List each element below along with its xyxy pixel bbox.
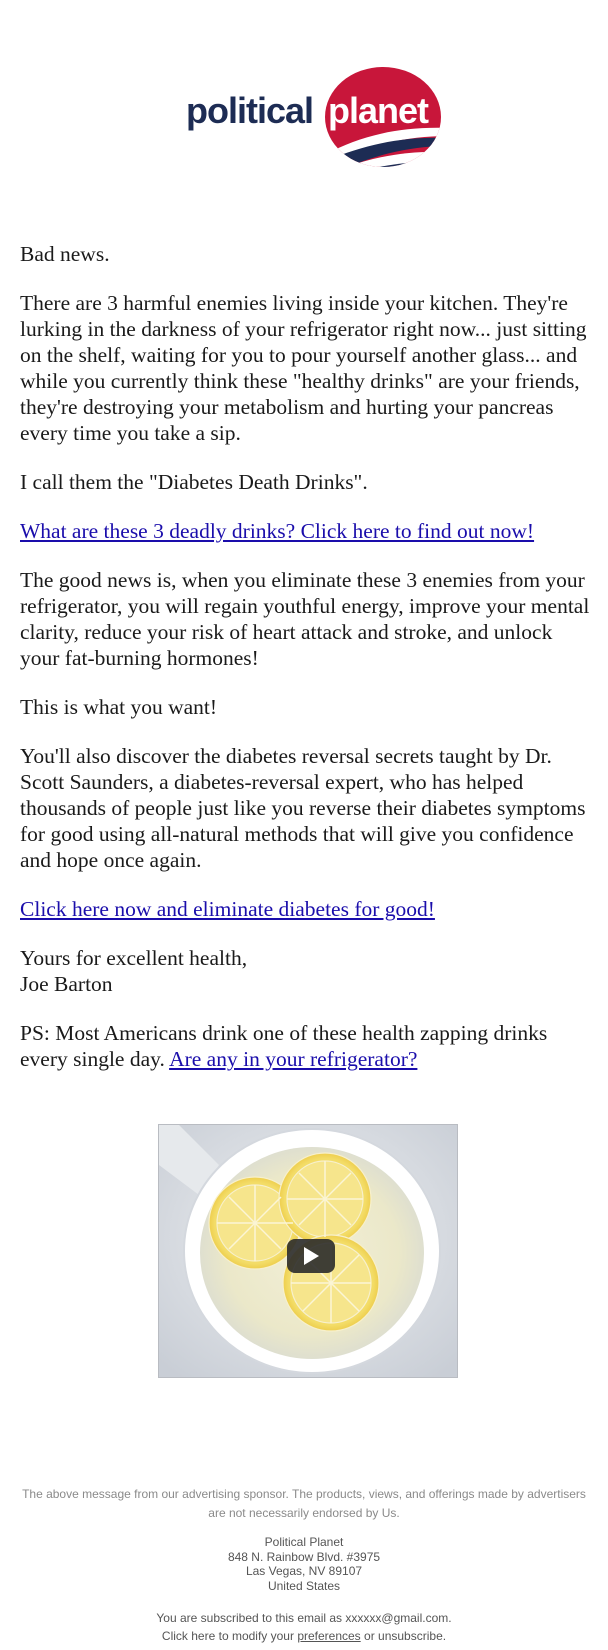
company-name: Political Planet: [264, 1535, 344, 1549]
play-icon[interactable]: [287, 1239, 335, 1273]
modify-prefix-text: Click here to modify your: [161, 1629, 294, 1643]
signature-name: Joe Barton: [20, 972, 113, 996]
cta-link-paragraph-2: [20, 896, 592, 922]
death-drinks-paragraph: I call them the "Diabetes Death Drinks".: [20, 470, 368, 494]
country: United States: [267, 1578, 341, 1593]
ps-paragraph: [20, 1020, 592, 1072]
modify-preferences-line: [0, 1627, 608, 1645]
intro-paragraph: There are 3 harmful enemies living inside your kitchen. They're lurking in the darkness of your refrigerator right now... just sitting on the shelf, waiting for you to pour yourself another glass... and while you currently think these "healthy drinks" are your friends, they're destroying your metabolism and hurting your pancreas every time you take a sip.: [20, 291, 587, 445]
signoff-text: Yours for excellent health,: [20, 946, 248, 970]
greeting-text: Bad news.: [20, 242, 110, 266]
good-news-paragraph: The good news is, when you eliminate these 3 enemies from your refrigerator, you will regain youthful energy, improve your mental clarity, reduce your risk of heart attack and stroke, and unlock your fat-burning hormones!: [20, 568, 590, 670]
cta-link-paragraph-1: [20, 518, 592, 544]
signature-block: [20, 945, 592, 997]
refrigerator-link[interactable]: Are any in your refrigerator?: [169, 1047, 418, 1071]
mailing-address: [0, 1535, 608, 1593]
street-address: 848 N. Rainbow Blvd. #3975: [227, 1549, 381, 1564]
reversal-secrets-paragraph: You'll also discover the diabetes reversal secrets taught by Dr. Scott Saunders, a diabetes-reversal expert, who has helped thousands of people just like you reverse their diabetes symptoms for good using all-natural methods that will give you confidence and hope once again.: [20, 744, 586, 872]
preferences-link[interactable]: preferences: [297, 1629, 361, 1643]
political-planet-logo[interactable]: [186, 66, 442, 168]
subscribed-as-text: You are subscribed to this email as xxxxxx@gmail.com.: [156, 1611, 452, 1625]
message-body: [20, 241, 592, 1095]
eliminate-diabetes-link[interactable]: Click here now and eliminate diabetes for good!: [20, 897, 435, 921]
ps-text: PS: Most Americans drink one of these health zapping drinks every single day.: [20, 1021, 548, 1071]
want-paragraph: This is what you want!: [20, 695, 218, 719]
lemon-cup-image: [159, 1125, 457, 1377]
subscription-info: [0, 1609, 608, 1645]
city-state-zip: Las Vegas, NV 89107: [245, 1564, 363, 1578]
video-thumbnail[interactable]: [158, 1124, 458, 1378]
email-footer: [0, 1485, 608, 1645]
modify-suffix-text: or unsubscribe.: [364, 1629, 447, 1643]
sponsor-disclaimer: The above message from our advertising sponsor. The products, views, and offerings made by advertisers are not necessarily endorsed by Us.: [22, 1487, 586, 1520]
find-out-drinks-link[interactable]: What are these 3 deadly drinks? Click here to find out now!: [20, 519, 535, 543]
logo-word-planet: planet: [328, 90, 429, 131]
logo-word-political: political: [186, 90, 314, 131]
